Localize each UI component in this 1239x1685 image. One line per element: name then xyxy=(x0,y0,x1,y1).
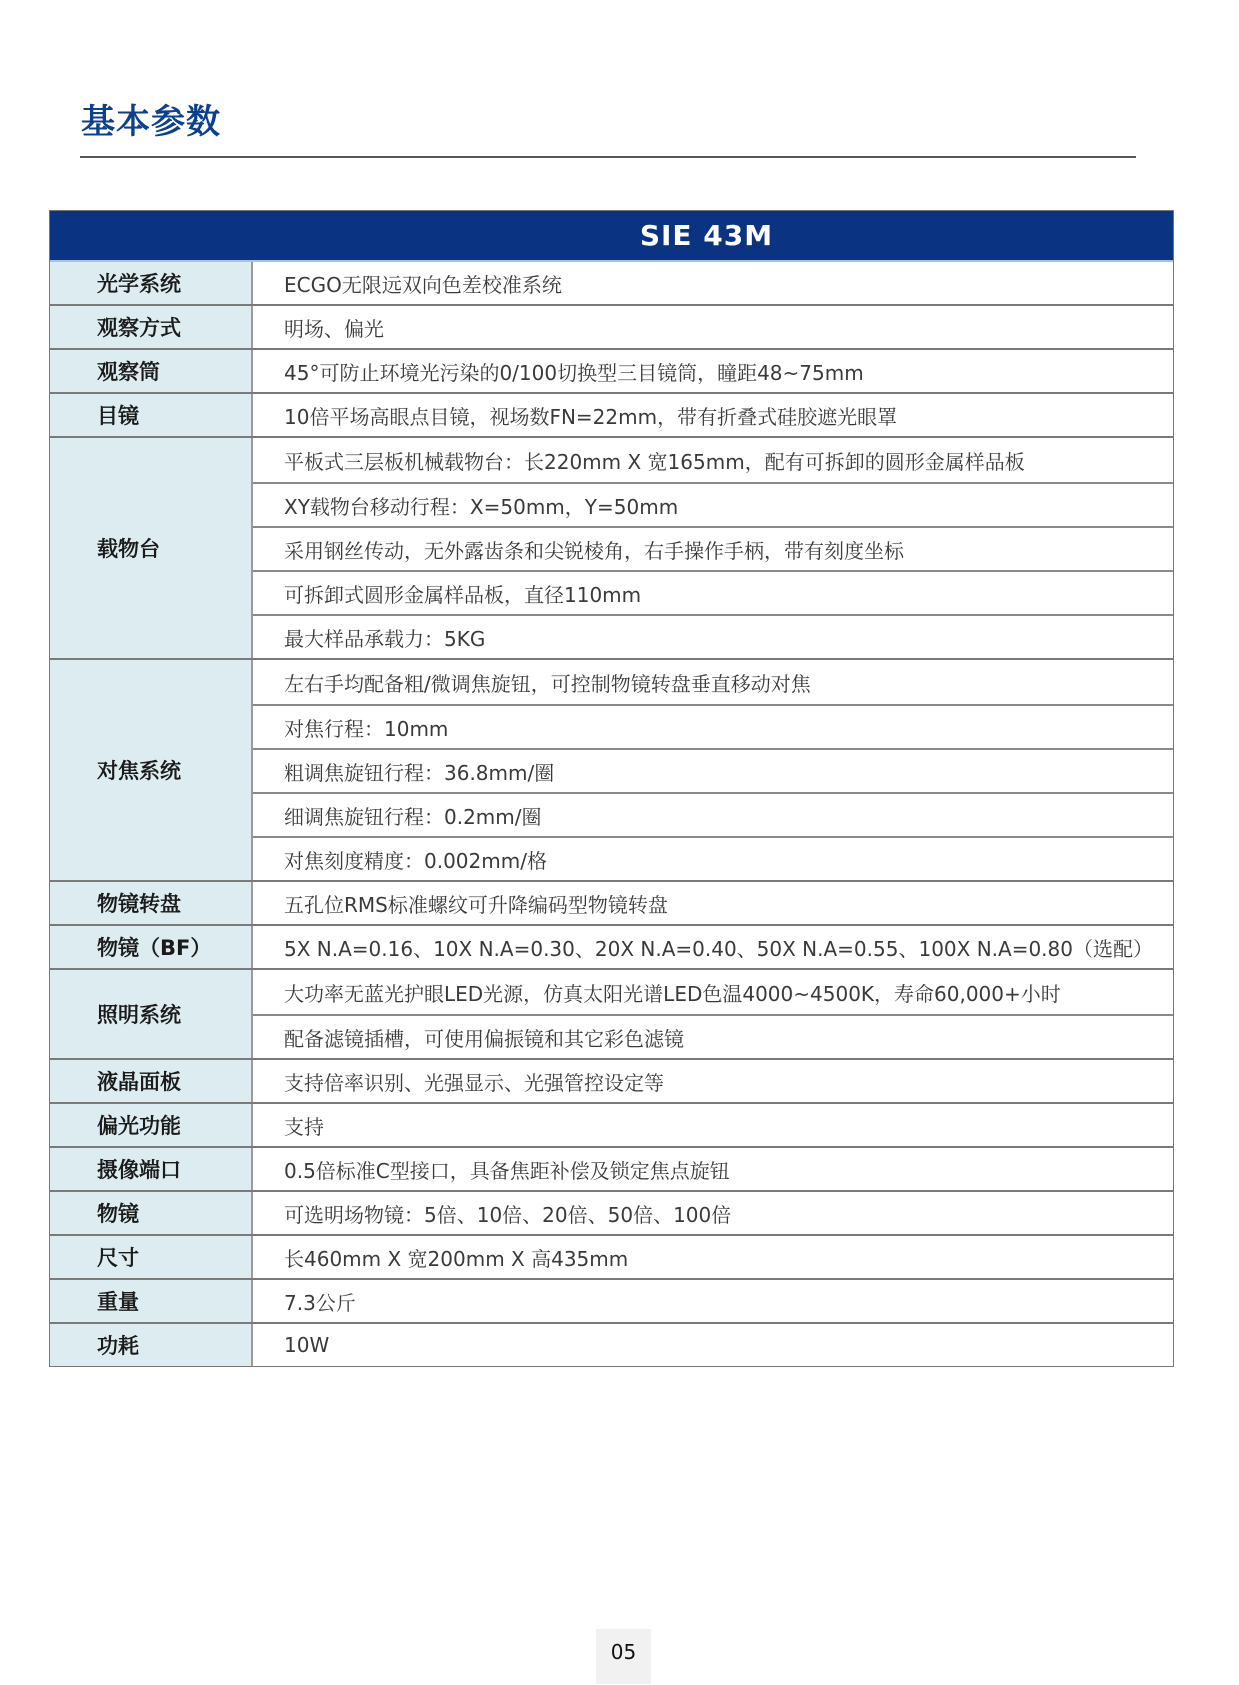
spec-value: 对焦行程：10mm xyxy=(253,704,1173,748)
spec-value: 可拆卸式圆形金属样品板，直径110mm xyxy=(253,570,1173,614)
spec-label: 物镜 xyxy=(50,1192,253,1234)
page-number: 05 xyxy=(596,1629,651,1684)
spec-value: ECGO无限远双向色差校准系统 xyxy=(284,272,562,297)
spec-values xyxy=(253,350,1173,392)
spec-values xyxy=(253,262,1173,304)
spec-row xyxy=(50,1190,1173,1234)
spec-table xyxy=(49,210,1174,1367)
spec-row xyxy=(50,392,1173,436)
spec-label: 观察方式 xyxy=(50,306,253,348)
spec-value: 10倍平场高眼点目镜，视场数FN=22mm，带有折叠式硅胶遮光眼罩 xyxy=(284,404,898,429)
table-header xyxy=(50,211,1173,262)
spec-label: 照明系统 xyxy=(50,970,253,1058)
model-name: SIE 43M xyxy=(639,219,774,252)
spec-value: 7.3公斤 xyxy=(284,1290,356,1315)
spec-label: 功耗 xyxy=(50,1324,253,1366)
spec-value: 45°可防止环境光污染的0/100切换型三目镜筒，瞳距48~75mm xyxy=(284,360,864,385)
spec-value: 采用钢丝传动，无外露齿条和尖锐棱角，右手操作手柄，带有刻度坐标 xyxy=(253,526,1173,570)
spec-row xyxy=(50,1322,1173,1366)
spec-label: 目镜 xyxy=(50,394,253,436)
spec-label: 摄像端口 xyxy=(50,1148,253,1190)
spec-value: 细调焦旋钮行程：0.2mm/圈 xyxy=(253,792,1173,836)
spec-label: 对焦系统 xyxy=(50,660,253,880)
spec-label: 观察筒 xyxy=(50,350,253,392)
spec-label: 物镜转盘 xyxy=(50,882,253,924)
spec-value: 大功率无蓝光护眼LED光源，仿真太阳光谱LED色温4000~4500K，寿命60,000+小时 xyxy=(284,981,1061,1006)
spec-value: 配备滤镜插槽，可使用偏振镜和其它彩色滤镜 xyxy=(253,1014,1173,1058)
spec-values xyxy=(253,882,1173,924)
spec-label: 尺寸 xyxy=(50,1236,253,1278)
spec-value: 对焦刻度精度：0.002mm/格 xyxy=(253,836,1173,880)
spec-values xyxy=(253,970,1173,1058)
spec-value: XY载物台移动行程：X=50mm，Y=50mm xyxy=(253,482,1173,526)
spec-value: 最大样品承载力：5KG xyxy=(253,614,1173,658)
spec-values xyxy=(253,1192,1173,1234)
spec-row xyxy=(50,436,1173,658)
spec-value: 长460mm X 宽200mm X 高435mm xyxy=(284,1246,629,1271)
spec-values xyxy=(253,1060,1173,1102)
spec-value: 左右手均配备粗/微调焦旋钮，可控制物镜转盘垂直移动对焦 xyxy=(284,671,811,696)
spec-row xyxy=(50,924,1173,968)
spec-row xyxy=(50,1234,1173,1278)
spec-label: 载物台 xyxy=(50,438,253,658)
spec-values xyxy=(253,438,1173,658)
spec-row xyxy=(50,658,1173,880)
spec-row xyxy=(50,1058,1173,1102)
spec-label: 物镜（BF） xyxy=(50,926,253,968)
spec-value: 可选明场物镜：5倍、10倍、20倍、50倍、100倍 xyxy=(284,1202,732,1227)
spec-label: 偏光功能 xyxy=(50,1104,253,1146)
spec-value: 粗调焦旋钮行程：36.8mm/圈 xyxy=(253,748,1173,792)
spec-row xyxy=(50,1102,1173,1146)
spec-row xyxy=(50,348,1173,392)
spec-value: 10W xyxy=(284,1333,330,1357)
title-divider xyxy=(80,156,1136,158)
spec-value: 明场、偏光 xyxy=(284,316,384,341)
spec-label: 重量 xyxy=(50,1280,253,1322)
spec-value: 支持 xyxy=(284,1114,324,1139)
spec-row xyxy=(50,262,1173,304)
page-title: 基本参数 xyxy=(81,102,221,142)
spec-values xyxy=(253,394,1173,436)
spec-values xyxy=(253,1148,1173,1190)
spec-row xyxy=(50,968,1173,1058)
spec-values xyxy=(253,1236,1173,1278)
spec-values xyxy=(253,1104,1173,1146)
spec-values xyxy=(253,1280,1173,1322)
spec-row xyxy=(50,1278,1173,1322)
spec-label: 液晶面板 xyxy=(50,1060,253,1102)
spec-value: 五孔位RMS标准螺纹可升降编码型物镜转盘 xyxy=(284,892,668,917)
spec-row xyxy=(50,1146,1173,1190)
spec-row xyxy=(50,880,1173,924)
spec-value: 平板式三层板机械载物台：长220mm X 宽165mm，配有可拆卸的圆形金属样品板 xyxy=(284,449,1025,474)
spec-values xyxy=(253,660,1173,880)
spec-values xyxy=(253,306,1173,348)
spec-values xyxy=(253,926,1173,968)
table-body xyxy=(50,262,1173,1366)
spec-value: 0.5倍标准C型接口，具备焦距补偿及锁定焦点旋钮 xyxy=(284,1158,730,1183)
spec-values xyxy=(253,1324,1173,1366)
spec-value: 5X N.A=0.16、10X N.A=0.30、20X N.A=0.40、50X N.A=0.55、100X N.A=0.80（选配） xyxy=(284,936,1153,961)
spec-row xyxy=(50,304,1173,348)
spec-value: 支持倍率识别、光强显示、光强管控设定等 xyxy=(284,1070,664,1095)
spec-label: 光学系统 xyxy=(50,262,253,304)
